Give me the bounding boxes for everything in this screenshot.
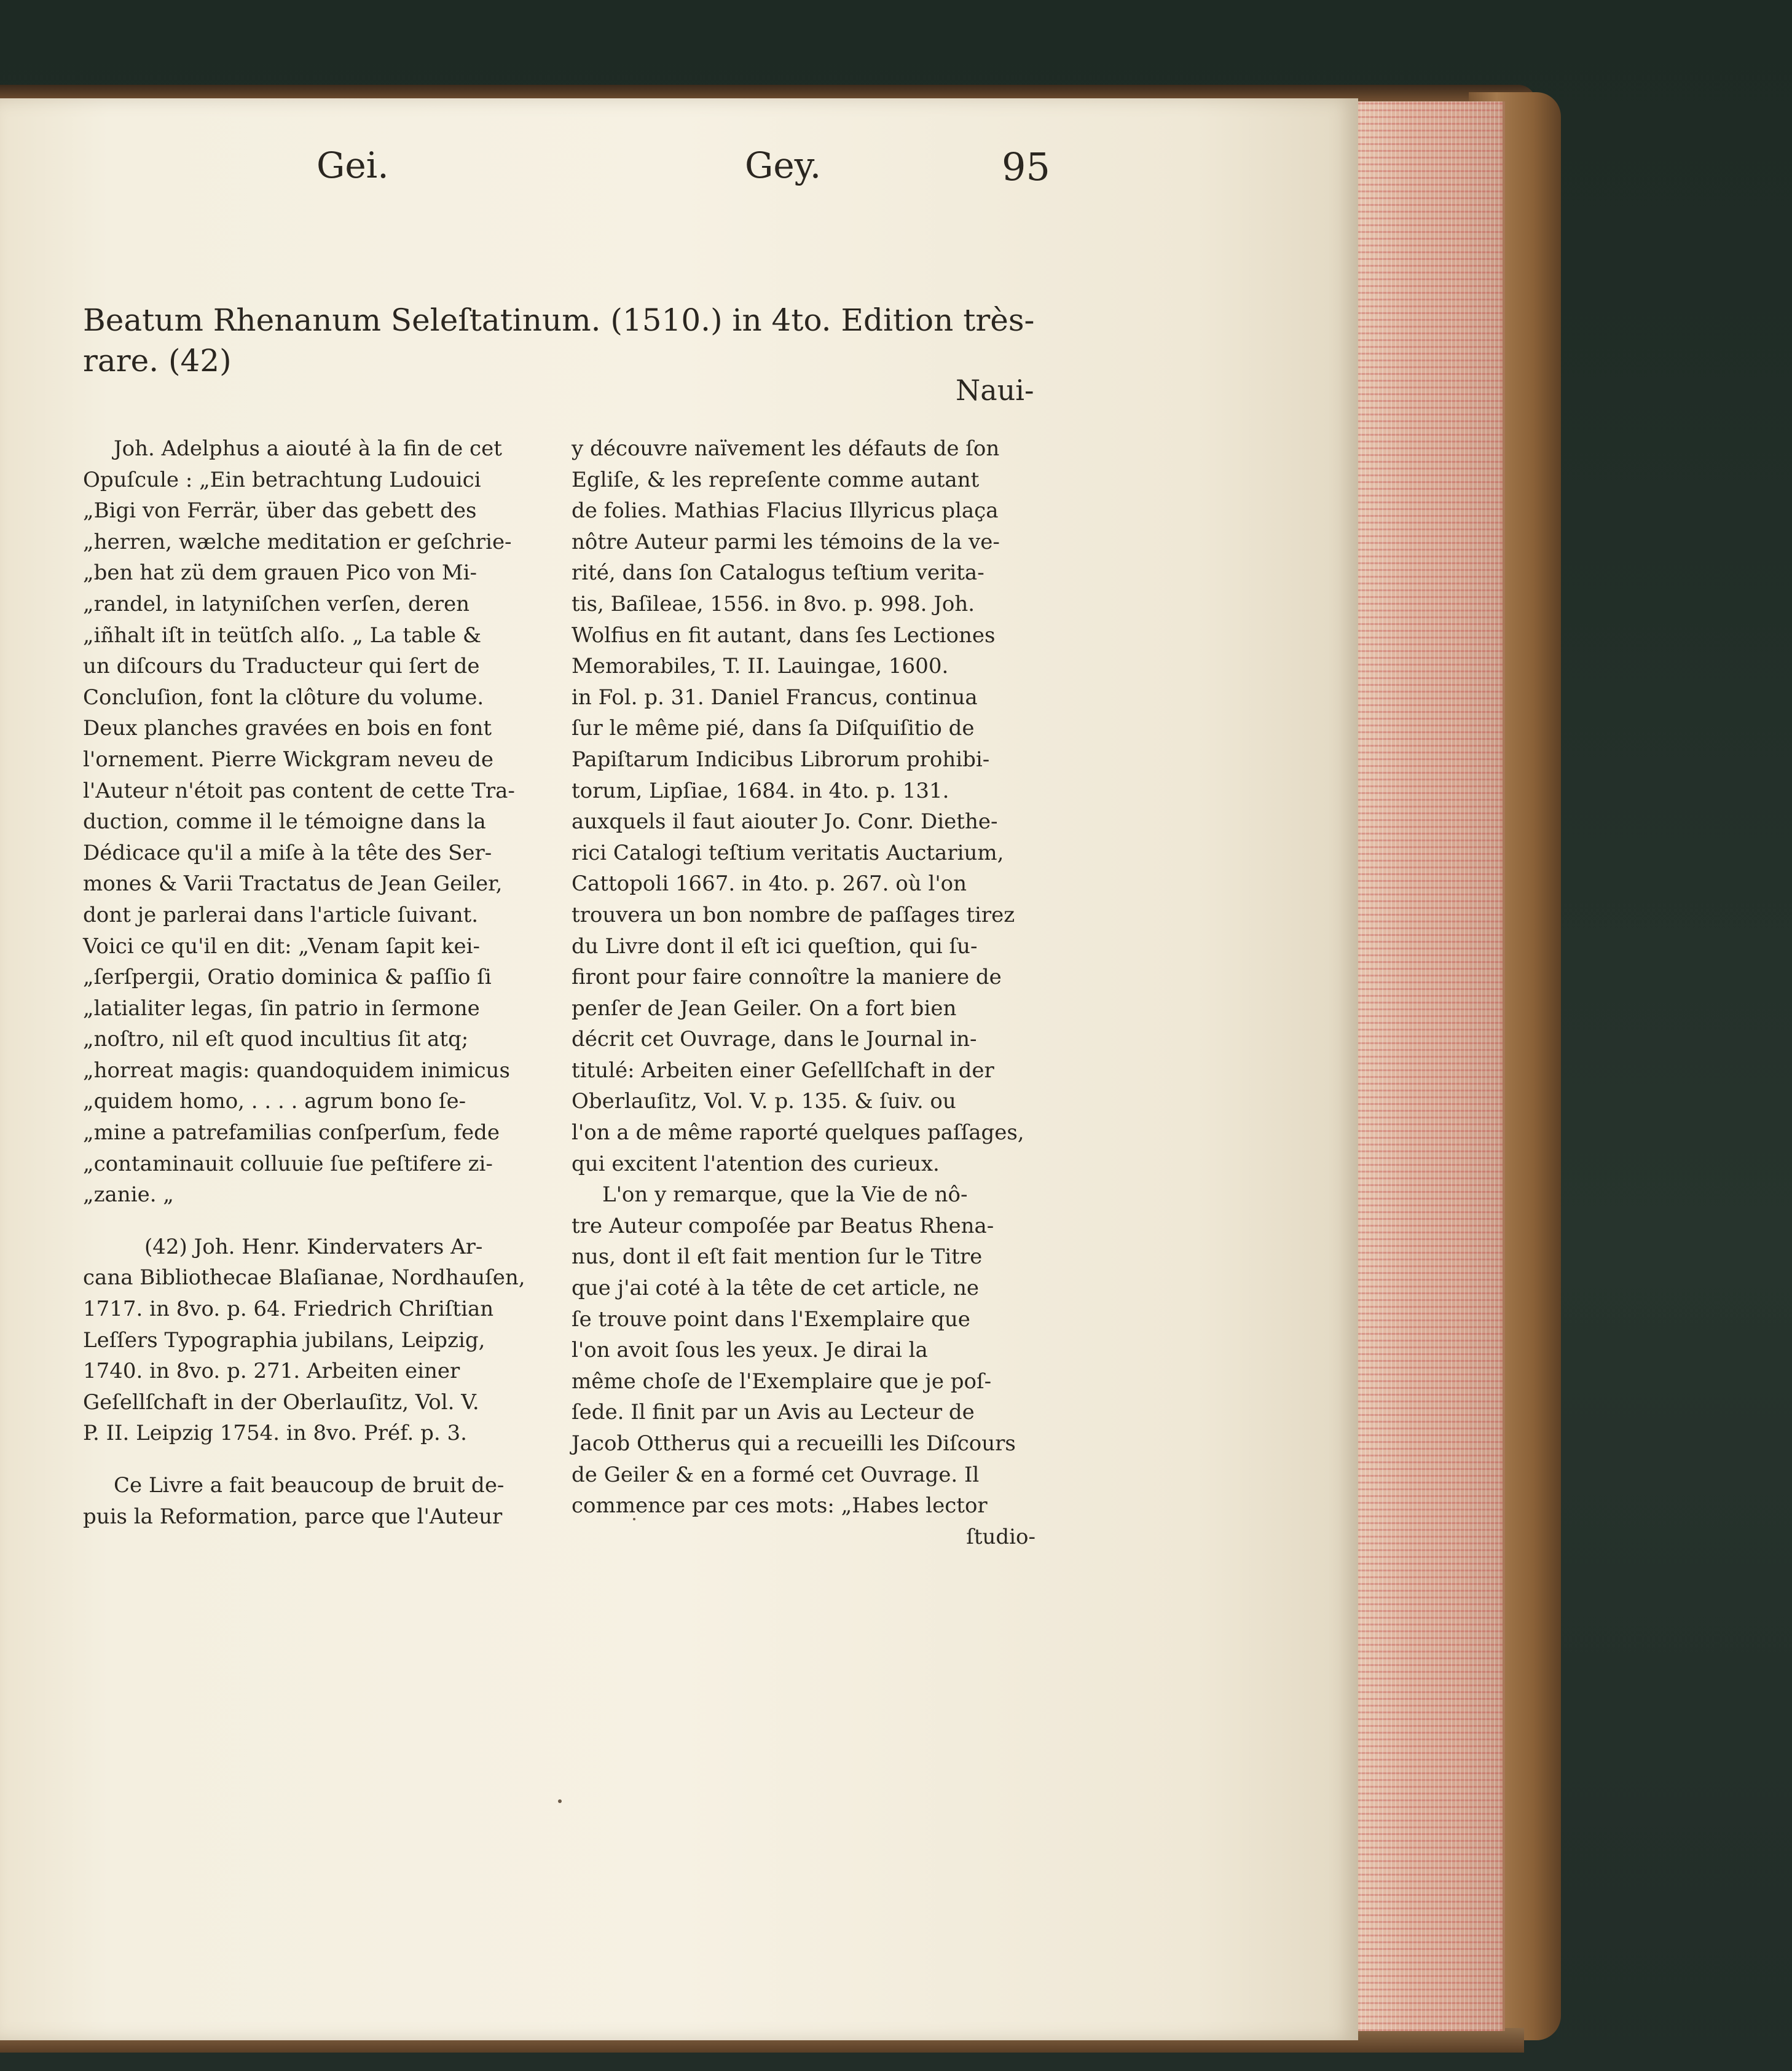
text-line: tre Auteur compoſée par Beatus Rhena-	[572, 1213, 994, 1238]
text-line: Cattopoli 1667. in 4to. p. 267. où l'on	[572, 871, 967, 897]
text-line: „contaminauit colluuie ſue peſtifere zi-	[83, 1151, 493, 1176]
text-line: tis, Baſileae, 1556. in 8vo. p. 998. Joh.	[572, 591, 975, 616]
text-line: Wolfius en fit autant, dans ſes Lectiones	[572, 623, 996, 648]
text-line: „horreat magis: quandoquidem inimicus	[83, 1058, 510, 1083]
text-line: „noſtro, nil eſt quod incultius ſit atq;	[83, 1027, 469, 1052]
footnote-line: P. II. Leipzig 1754. in 8vo. Préf. p. 3.	[83, 1421, 467, 1446]
text-line: „quidem homo, . . . . agrum bono ſe-	[83, 1089, 466, 1114]
text-line: l'on avoit ſous les yeux. Je dirai la	[572, 1338, 928, 1363]
text-line: de folies. Mathias Flacius Illyricus plaça	[572, 498, 999, 524]
intro-line-1: Beatum Rhenanum Seleſtatinum. (1510.) in 4to. Edition très-	[83, 302, 1035, 338]
text-line: Dédicace qu'il a miſe à la tête des Ser-	[83, 840, 492, 865]
text-line: „ſerſpergii, Oratio dominica & paſſio ſi	[83, 965, 492, 990]
footnote-line: 1740. in 8vo. p. 271. Arbeiten einer	[83, 1359, 460, 1384]
text-line: même choſe de l'Exemplaire que je poſ-	[572, 1369, 992, 1394]
right-paragraph-2	[572, 1179, 1042, 1522]
page-number: 95	[1002, 144, 1050, 189]
text-line: trouvera un bon nombre de paſſages tirez	[572, 902, 1015, 927]
text-line: in Fol. p. 31. Daniel Francus, continua	[572, 685, 978, 710]
text-line: titulé: Arbeiten einer Geſellſchaft in der	[572, 1058, 994, 1083]
text-line: l'on a de même raporté quelques paſſages,	[572, 1120, 1024, 1146]
text-line: Egliſe, & les repreſente comme autant	[572, 467, 980, 492]
text-line: nus, dont il eſt fait mention ſur le Titre	[572, 1244, 983, 1270]
text-line: duction, comme il le témoigne dans la	[83, 809, 486, 835]
text-line: de Geiler & en a formé cet Ouvrage. Il	[572, 1462, 980, 1487]
text-line: ſede. Il finit par un Avis au Lecteur de	[572, 1400, 975, 1425]
text-line: „mine a patrefamilias conſperſum, fede	[83, 1120, 500, 1146]
text-line: Memorabiles, T. II. Lauingae, 1600.	[572, 654, 949, 679]
text-line: L'on y remarque, que la Vie de nô-	[602, 1182, 968, 1208]
running-head-center: Gey.	[745, 144, 822, 186]
text-line: puis la Reformation, parce que l'Auteur	[83, 1504, 503, 1529]
text-line: firont pour faire connoître la maniere de	[572, 965, 1002, 990]
text-line: „latialiter legas, ſin patrio in ſermone	[83, 996, 480, 1021]
text-line: Jacob Ottherus qui a recueilli les Diſcours	[572, 1431, 1016, 1456]
text-line: mones & Varii Tractatus de Jean Geiler,	[83, 871, 503, 897]
left-paragraph-3	[83, 1470, 544, 1532]
text-line: torum, Lipſiae, 1684. in 4to. p. 131.	[572, 778, 949, 803]
text-line: „ben hat zü dem grauen Pico von Mi-	[83, 560, 477, 586]
footnote-line: cana Bibliothecae Blaſianae, Nordhauſen,	[83, 1265, 525, 1291]
text-line: que j'ai coté à la tête de cet article, ne	[572, 1276, 979, 1301]
text-line: Papiſtarum Indicibus Librorum prohibi-	[572, 747, 990, 772]
text-line: „Bigi von Ferrär, über das gebett des	[83, 498, 477, 524]
catchword-bottom: ſtudio-	[966, 1524, 1036, 1549]
text-line: Voici ce qu'il en dit: „Venam ſapit kei-	[83, 933, 480, 959]
text-line: penſer de Jean Geiler. On a fort bien	[572, 996, 957, 1021]
text-line: „herren, wælche meditation er geſchrie-	[83, 529, 512, 554]
text-line: ſe trouve point dans l'Exemplaire que	[572, 1307, 970, 1332]
dust-speck	[558, 1799, 562, 1803]
page-block-fore-edge	[1352, 101, 1505, 2031]
text-line: auxquels il faut aiouter Jo. Conr. Diethe-	[572, 809, 998, 835]
text-line: rici Catalogi teſtium veritatis Auctarium,	[572, 840, 1004, 865]
text-line: rité, dans ſon Catalogus teſtium verita-	[572, 560, 984, 586]
catchword-top: Naui-	[956, 374, 1034, 407]
footnote-line: (42) Joh. Henr. Kindervaters Ar-	[144, 1234, 483, 1259]
text-line: Opuſcule : „Ein betrachtung Ludouici	[83, 467, 481, 492]
text-line: Oberlauſitz, Vol. V. p. 135. & ſuiv. ou	[572, 1089, 956, 1114]
text-line: décrit cet Ouvrage, dans le Journal in-	[572, 1027, 977, 1052]
right-paragraph-1	[572, 433, 1042, 1179]
text-line: Joh. Adelphus a aiouté à la fin de cet	[114, 436, 502, 461]
left-column	[83, 433, 544, 1532]
text-line: un diſcours du Traducteur qui ſert de	[83, 654, 480, 679]
text-line: commence par ces mots: „Habes lector	[572, 1493, 988, 1519]
left-paragraph-2-footnote	[83, 1232, 544, 1449]
text-line: „zanie. „	[83, 1182, 174, 1208]
dust-speck	[633, 1518, 635, 1520]
footnote-line: 1717. in 8vo. p. 64. Friedrich Chriſtian	[83, 1297, 494, 1322]
left-paragraph-1	[83, 433, 544, 1211]
text-line: Concluſion, font la clôture du volume.	[83, 685, 484, 710]
text-line: l'ornement. Pierre Wickgram neveu de	[83, 747, 493, 772]
text-line: „iñhalt iſt in teütſch alſo. „ La table &	[83, 623, 482, 648]
footnote-line: Geſellſchaft in der Oberlauſitz, Vol. V.	[83, 1389, 479, 1415]
text-line: qui excitent l'atention des curieux.	[572, 1151, 940, 1176]
text-line: nôtre Auteur parmi les témoins de la ve-	[572, 529, 1000, 554]
right-column	[572, 433, 1042, 1552]
text-line: y découvre naïvement les défauts de ſon	[572, 436, 1000, 461]
text-line: Deux planches gravées en bois en font	[83, 716, 492, 741]
intro-line-2: rare. (42)	[83, 343, 232, 379]
running-head-left: Gei.	[316, 144, 389, 186]
text-line: Ce Livre a fait beaucoup de bruit de-	[114, 1473, 505, 1498]
text-line: du Livre dont il eſt ici queſtion, qui ſu-	[572, 933, 978, 959]
text-line: dont je parlerai dans l'article ſuivant.	[83, 902, 479, 927]
text-line: „randel, in latyniſchen verſen, deren	[83, 591, 470, 616]
text-line: l'Auteur n'étoit pas content de cette Tra-	[83, 778, 515, 803]
text-line: ſur le même pié, dans ſa Diſquiſitio de	[572, 716, 975, 741]
footnote-line: Leſſers Typographia jubilans, Leipzig,	[83, 1327, 485, 1353]
